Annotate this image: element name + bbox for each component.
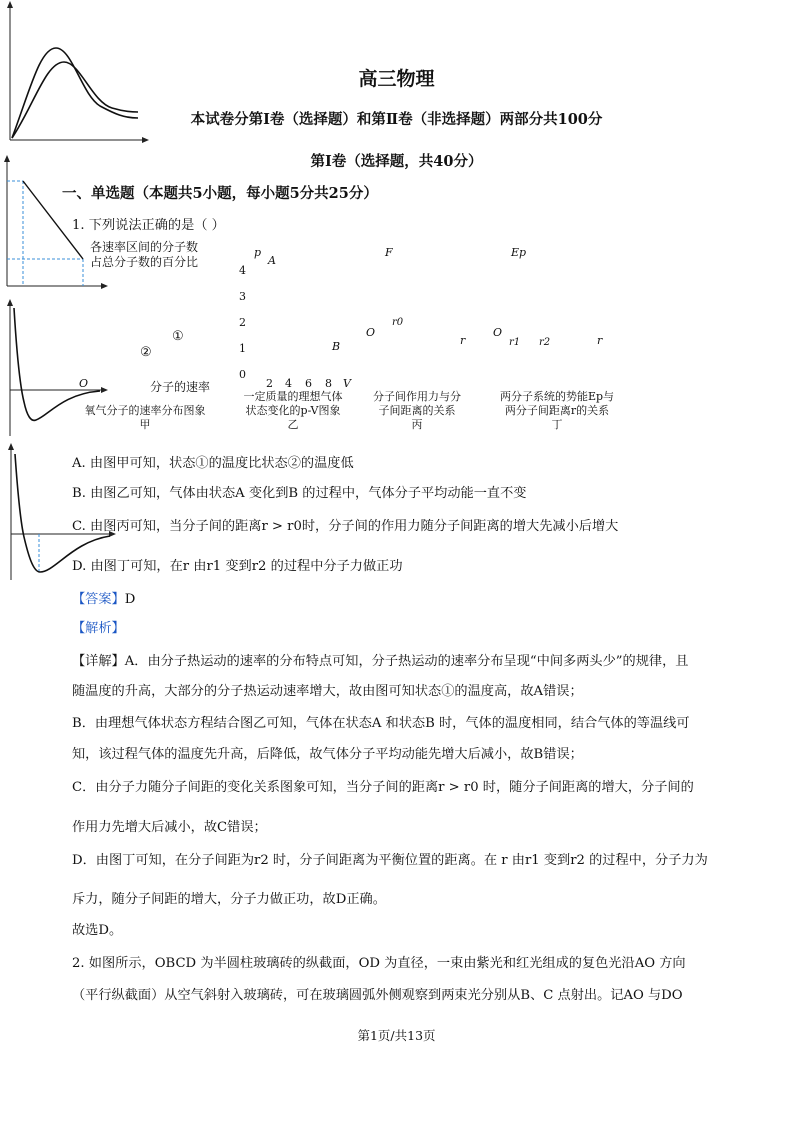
yi-v-label: V — [343, 377, 351, 390]
yi-x-tick-6: 6 — [305, 377, 312, 390]
yi-caption: 一定质量的理想气体 状态变化的p-V图象 乙 — [243, 390, 343, 431]
detail-d-line1: D．由图丁可知，在分子间距为r2 时，分子间距离为平衡位置的距离。在 r 由r1 变到r2 的过程中，分子力为 — [72, 853, 708, 868]
question-2-line2: （平行纵截面）从空气斜射入玻璃砖，可在玻璃圆弧外侧观察到两束光分别从B、C 点射出。记AO 与DO — [72, 988, 683, 1003]
bing-y-arrow — [7, 299, 13, 306]
yi-p-label: p — [254, 246, 262, 259]
page-title: 高三物理 — [358, 68, 435, 90]
jia-caption: 氧气分子的速率分布图象 甲 — [84, 404, 206, 431]
exam-subtitle: 本试卷分第Ⅰ卷（选择题）和第Ⅱ卷（非选择题）两部分共100分 — [190, 111, 603, 128]
answer-value: D — [124, 592, 136, 607]
yi-x-tick-2: 2 — [266, 377, 273, 390]
section-heading: 一、单选题（本题共5小题，每小题5分共25分） — [62, 185, 378, 202]
detail-d-line2: 斥力，随分子间距的增大，分子力做正功，故D正确。 — [72, 892, 386, 907]
option-c: C. 由图丙可知，当分子间的距离r > r0时，分子间的作用力随分子间距离的增大先减小后增大 — [72, 519, 619, 534]
detail-a-line2: 随温度的升高，大部分的分子热运动速率增大，故由图可知状态①的温度高，故A错误； — [72, 684, 583, 699]
yi-x-tick-4: 4 — [285, 377, 292, 390]
yi-y-tick-2: 2 — [239, 316, 246, 329]
question-1-stem: 1. 下列说法正确的是（ ） — [72, 218, 225, 233]
ding-origin: O — [493, 326, 503, 339]
bing-r0-label: r0 — [392, 317, 404, 328]
jia-y-arrow — [7, 1, 13, 8]
part-heading: 第Ⅰ卷（选择题，共40分） — [310, 153, 483, 170]
yi-y-tick-4: 4 — [239, 264, 246, 277]
jia-xlabel: 分子的速率 — [150, 380, 211, 394]
bing-r-label: r — [460, 334, 466, 347]
bing-x-arrow — [101, 387, 108, 393]
detail-a1-text: A．由分子热运动的速率的分布特点可知，分子热运动的速率分布呈现“中间多两头少”的规律，且 — [124, 654, 689, 669]
yi-x-tick-8: 8 — [325, 377, 332, 390]
ding-y-arrow — [8, 443, 14, 450]
yi-y-tick-0: 0 — [239, 368, 246, 381]
ding-r2-label: r2 — [539, 337, 551, 348]
detail-tag: 【详解】 — [72, 654, 125, 669]
answer-tag: 【答案】 — [72, 592, 125, 607]
ding-caption: 两分子系统的势能Ep与 两分子间距离r的关系 丁 — [499, 390, 615, 431]
jia-curve-1-label: ① — [172, 329, 184, 344]
yi-y-tick-1: 1 — [239, 342, 246, 355]
option-d: D. 由图丁可知，在r 由r1 变到r2 的过程中分子力做正功 — [72, 559, 403, 574]
option-a: A. 由图甲可知，状态①的温度比状态②的温度低 — [72, 456, 354, 471]
bing-caption: 分子间作用力与分 子间距离的关系 丙 — [373, 390, 461, 431]
ding-r-label: r — [597, 334, 603, 347]
jia-origin: O — [79, 377, 89, 390]
yi-point-b: B — [332, 340, 341, 353]
bing-origin: O — [366, 326, 376, 339]
question-2-line1: 2. 如图所示，OBCD 为半圆柱玻璃砖的纵截面，OD 为直径，一束由紫光和红光组成的复色光沿AO 方向 — [72, 956, 686, 971]
jia-x-arrow — [142, 137, 149, 143]
bing-f-label: F — [385, 246, 393, 259]
yi-point-a: A — [268, 254, 276, 267]
conclusion: 故选D。 — [72, 923, 123, 938]
ding-ep-label: Ep — [511, 246, 527, 259]
option-b: B. 由图乙可知，气体由状态A 变化到B 的过程中，气体分子平均动能一直不变 — [72, 486, 527, 501]
ding-r1-label: r1 — [509, 337, 521, 348]
jia-ylabel: 各速率区间的分子数 占总分子数的百分比 — [90, 240, 199, 269]
detail-b-line2: 知，该过程气体的温度先升高，后降低，故气体分子平均动能先增大后减小，故B错误； — [72, 747, 583, 762]
analysis-tag: 【解析】 — [72, 621, 125, 636]
yi-x-arrow — [101, 283, 108, 289]
yi-y-tick-3: 3 — [239, 290, 246, 303]
jia-curve-2-label: ② — [140, 345, 152, 360]
detail-a-line1 — [72, 650, 688, 669]
detail-c-line2: 作用力先增大后减小，故C错误； — [72, 820, 267, 835]
answer-line — [72, 588, 135, 607]
detail-c-line1: C．由分子力随分子间距的变化关系图象可知，当分子间的距离r > r0 时，随分子间距离的增大，分子间的 — [72, 780, 694, 795]
detail-b-line1: B．由理想气体状态方程结合图乙可知，气体在状态A 和状态B 时，气体的温度相同，结合气体的等温线可 — [72, 716, 690, 731]
page-footer: 第1页/共13页 — [357, 1028, 436, 1043]
